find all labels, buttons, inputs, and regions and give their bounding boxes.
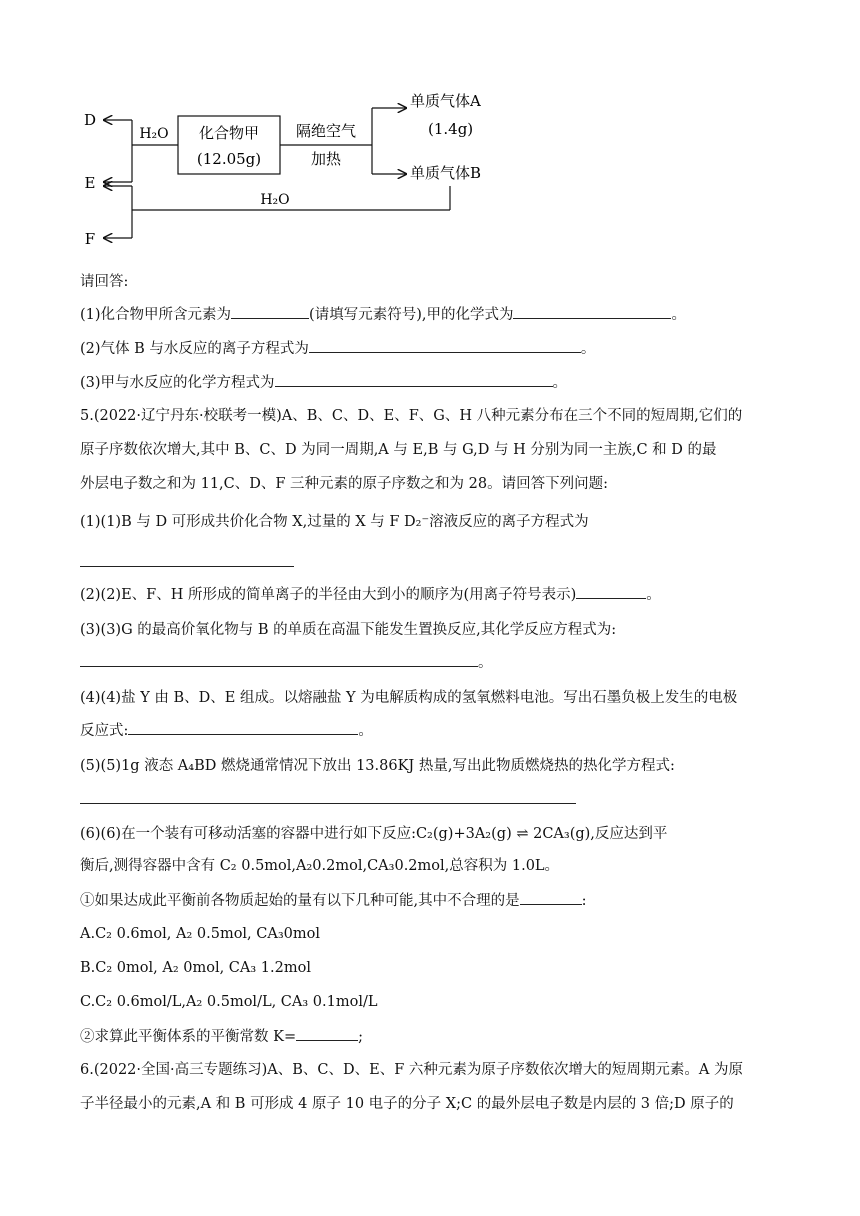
q4-part2 <box>80 338 595 359</box>
q5-option-c: C.C₂ 0.6mol/L,A₂ 0.5mol/L, CA₃ 0.1mol/L <box>80 994 378 1010</box>
q4-part2-blank[interactable] <box>309 338 581 353</box>
node-d: D <box>83 111 97 129</box>
q4-part2-end: 。 <box>580 341 596 357</box>
q5-sub5-answer-line[interactable] <box>80 803 576 804</box>
q5-sub5: (5)(5)1g 液态 A₄BD 燃烧通常情况下放出 13.86KJ 热量,写出此物质燃烧热的热化学方程式: <box>80 758 675 774</box>
reaction-diagram-svg <box>70 76 530 256</box>
q5-sub6-line1: (6)(6)在一个装有可移动活塞的容器中进行如下反应:C₂(g)+3A₂(g) ⇌ 2CA₃(g),反应达到平 <box>80 826 668 842</box>
q5-sub4-line1: (4)(4)盐 Y 由 B、D、E 组成。以熔融盐 Y 为电解质构成的氢氧燃料电池。写出石墨负极上发生的电极 <box>80 690 738 706</box>
q6-stem-line2: 子半径最小的元素,A 和 B 可形成 4 原子 10 电子的分子 X;C 的最外层电子数是内层的 3 倍;D 原子的 <box>80 1096 734 1112</box>
q5-sub6-q2-end: ; <box>358 1029 363 1045</box>
q5-sub6-question1 <box>80 890 587 911</box>
q5-option-a: A.C₂ 0.6mol, A₂ 0.5mol, CA₃0mol <box>80 926 321 942</box>
q5-stem-line1: 5.(2022·辽宁丹东·校联考一模)A、B、C、D、E、F、G、H 八种元素分布在三个不同的短周期,它们的 <box>80 408 743 424</box>
q5-stem-line2: 原子序数依次增大,其中 B、C、D 为同一周期,A 与 E,B 与 G,D 与 H 分别为同一主族,C 和 D 的最 <box>80 442 717 458</box>
q5-sub2-text: (2)(2)E、F、H 所形成的简单离子的半径由大到小的顺序为(用离子符号表示) <box>80 587 577 603</box>
h2o-top-label: H₂O <box>139 126 169 142</box>
gas-a-label: 单质气体A <box>410 92 481 110</box>
q5-sub4-end: 。 <box>358 723 373 739</box>
q5-sub6-question2 <box>80 1026 363 1047</box>
compound-name: 化合物甲 <box>198 124 260 142</box>
q5-sub4-blank[interactable] <box>128 720 358 735</box>
q5-sub6-q2-text: ②求算此平衡体系的平衡常数 K= <box>80 1029 297 1045</box>
node-e: E <box>84 174 96 192</box>
q6-stem-line1: 6.(2022·全国·高三专题练习)A、B、C、D、E、F 六种元素为原子序数依次增大的短周期元素。A 为原 <box>80 1062 743 1078</box>
q5-sub3-answer <box>80 652 493 673</box>
q4-part3-text: (3)甲与水反应的化学方程式为 <box>80 375 275 391</box>
q5-sub2 <box>80 584 661 605</box>
q5-sub2-blank[interactable] <box>576 584 646 599</box>
q5-sub1: (1)(1)B 与 D 可形成共价化合物 X,过量的 X 与 F D₂⁻溶液反应的离子方程式为 <box>80 514 589 530</box>
q4-part2-text: (2)气体 B 与水反应的离子方程式为 <box>80 341 309 357</box>
q5-sub3: (3)(3)G 的最高价氧化物与 B 的单质在高温下能发生置换反应,其化学反应方程式为: <box>80 622 617 638</box>
q5-option-b: B.C₂ 0mol, A₂ 0mol, CA₃ 1.2mol <box>80 960 311 976</box>
q5-sub4-line2 <box>80 720 373 741</box>
gas-a-mass: (1.4g) <box>428 120 474 138</box>
q5-sub6-q1-blank[interactable] <box>520 890 582 905</box>
q4-part3-blank[interactable] <box>275 372 553 387</box>
q4-prompt: 请回答: <box>80 274 129 290</box>
reaction-diagram <box>70 76 530 256</box>
q4-part1-text-b: (请填写元素符号),甲的化学式为 <box>309 307 514 323</box>
q5-sub2-end: 。 <box>646 587 661 603</box>
gas-b-label: 单质气体B <box>410 164 482 182</box>
q4-part1-blank-formula[interactable] <box>513 304 671 319</box>
q5-sub1-answer-line[interactable] <box>80 566 294 567</box>
q4-part1 <box>80 304 686 325</box>
q5-sub6-q2-blank[interactable] <box>296 1026 358 1041</box>
q4-part3-end: 。 <box>552 375 568 391</box>
compound-mass: (12.05g) <box>196 150 262 168</box>
q5-sub6-line2: 衡后,测得容器中含有 C₂ 0.5mol,A₂0.2mol,CA₃0.2mol,总容积为 1.0L。 <box>80 858 560 874</box>
q5-sub6-q1-text: ①如果达成此平衡前各物质起始的量有以下几种可能,其中不合理的是 <box>80 893 520 909</box>
q5-sub4-text: 反应式: <box>80 723 129 739</box>
q4-part3 <box>80 372 567 393</box>
q5-stem-line3: 外层电子数之和为 11,C、D、F 三种元素的原子序数之和为 28。请回答下列问题: <box>80 476 609 492</box>
q4-part1-end: 。 <box>671 307 686 323</box>
q4-part1-blank-elements[interactable] <box>231 304 309 319</box>
condition-heat: 加热 <box>310 150 342 168</box>
q5-sub3-blank[interactable] <box>80 652 478 667</box>
q4-part1-text-a: (1)化合物甲所含元素为 <box>80 307 232 323</box>
q5-sub3-end: 。 <box>478 655 493 671</box>
node-f: F <box>84 230 96 248</box>
condition-isolate-air: 隔绝空气 <box>295 122 357 140</box>
h2o-bottom-label: H₂O <box>260 192 290 208</box>
q5-sub6-q1-end: : <box>581 893 587 909</box>
